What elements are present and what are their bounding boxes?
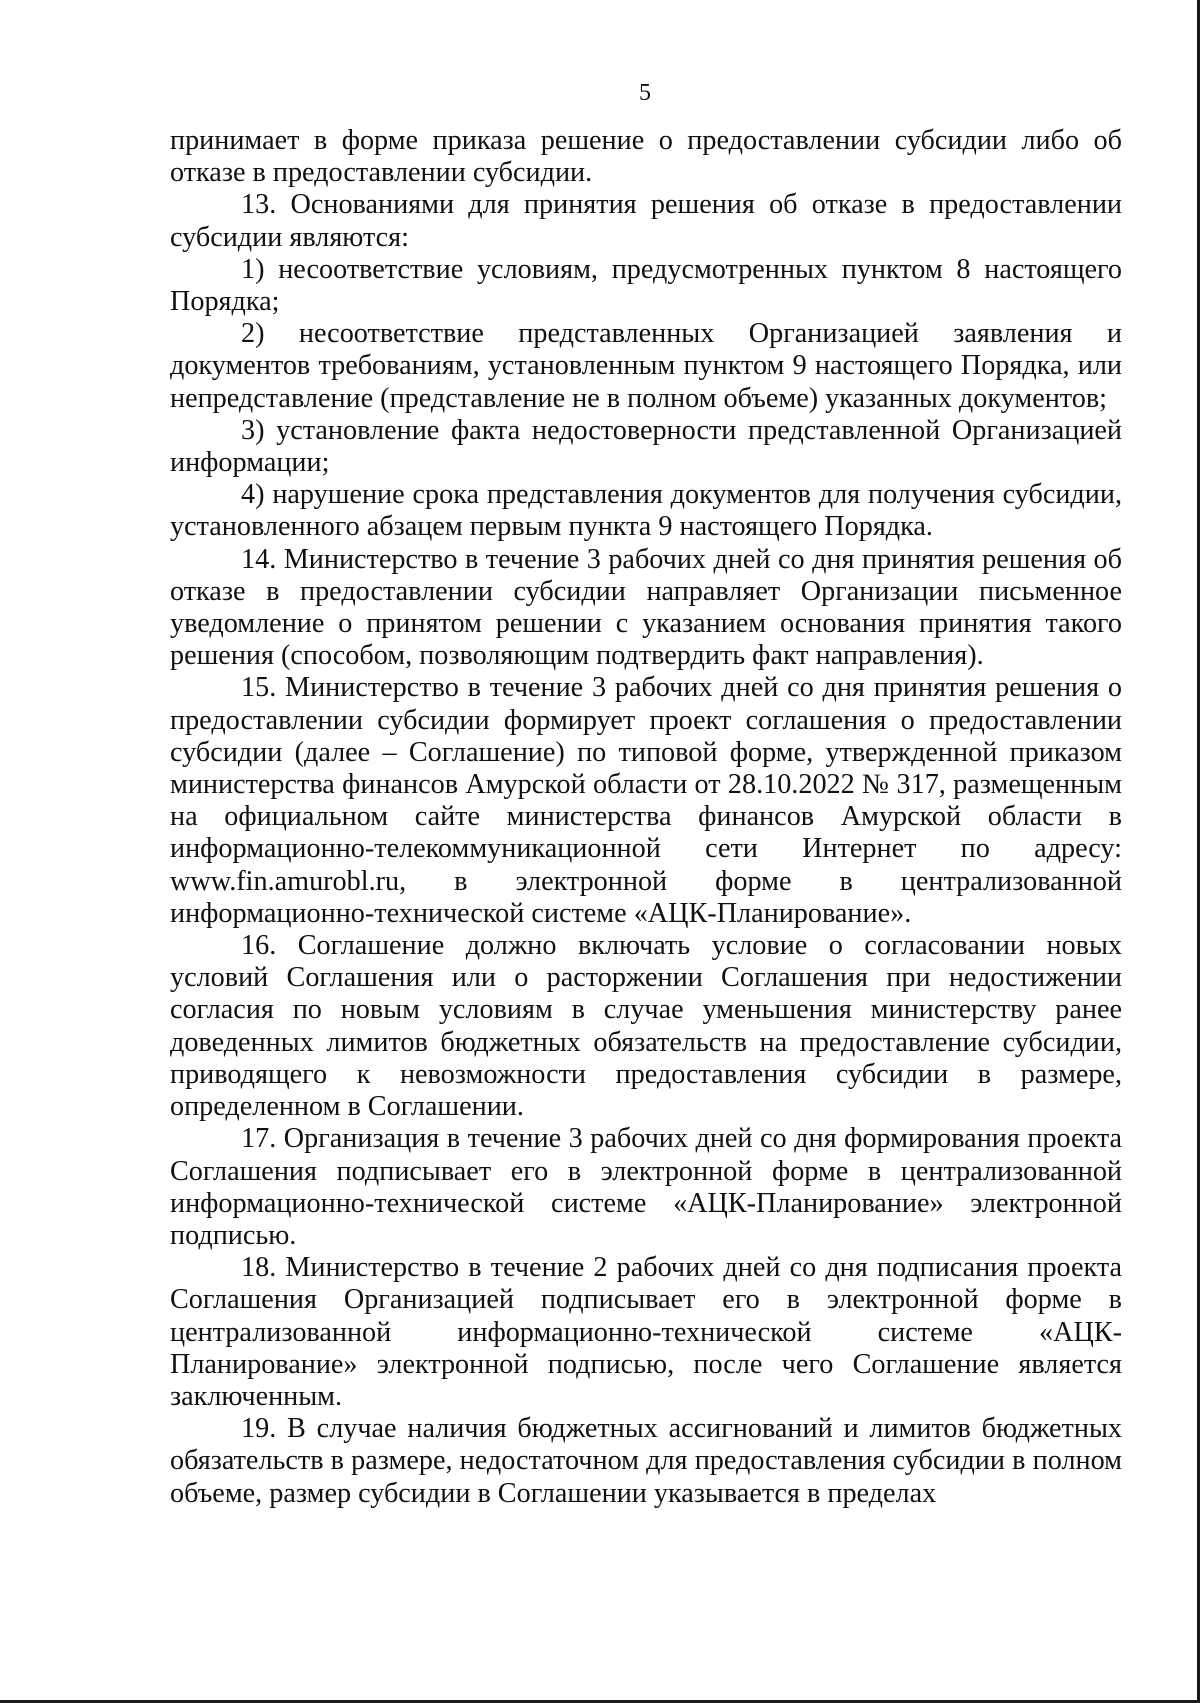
document-body	[170, 125, 1122, 1510]
paragraph-continuation: принимает в форме приказа решение о предоставлении субсидии либо об отказе в предоставлении субсидии.	[170, 125, 1122, 189]
list-item-3: 3) установление факта недостоверности представленной Организацией информации;	[170, 414, 1122, 479]
paragraph-17: 17. Организация в течение 3 рабочих дней со дня формирования проекта Соглашения подписывает его в электронной форме в централизованной информационно-технической системе «АЦК-Планирование» электронной подписью.	[170, 1123, 1122, 1251]
list-item-2: 2) несоответствие представленных Организацией заявления и документов требованиям, установленным пунктом 9 настоящего Порядка, или непредставление (представление не в полном объеме) указанных документов;	[170, 318, 1122, 414]
list-item-1: 1) несоответствие условиям, предусмотренных пунктом 8 настоящего Порядка;	[170, 253, 1122, 318]
paragraph-18: 18. Министерство в течение 2 рабочих дней со дня подписания проекта Соглашения Организацией подписывает его в электронной форме в централизованной информационно-технической системе «АЦК-Планирование» электронной подписью, после чего Соглашение является заключенным.	[170, 1252, 1122, 1412]
paragraph-15: 15. Министерство в течение 3 рабочих дней со дня принятия решения о предоставлении субсидии формирует проект соглашения о предоставлении субсидии (далее – Соглашение) по типовой форме, утвержденной приказом министерства финансов Амурской области от 28.10.2022 № 317, размещенным на официальном сайте министерства финансов Амурской области в информационно-телекоммуникационной сети Интернет по адресу: www.fin.amurobl.ru, в электронной форме в централизованной информационно-технической системе «АЦК-Планирование».	[170, 672, 1122, 929]
page-number: 5	[639, 80, 651, 106]
list-item-4: 4) нарушение срока представления документов для получения субсидии, установленного абзацем первым пункта 9 настоящего Порядка.	[170, 479, 1122, 543]
paragraph-13: 13. Основаниями для принятия решения об отказе в предоставлении субсидии являются:	[170, 189, 1122, 253]
paragraph-14: 14. Министерство в течение 3 рабочих дней со дня принятия решения об отказе в предоставлении субсидии направляет Организации письменное уведомление о принятом решении с указанием основания принятия такого решения (способом, позволяющим подтвердить факт направления).	[170, 543, 1122, 672]
paragraph-19: 19. В случае наличия бюджетных ассигнований и лимитов бюджетных обязательств в размере, недостаточном для предоставления субсидии в полном объеме, размер субсидии в Соглашении указывается в пределах	[170, 1413, 1122, 1509]
paragraph-16: 16. Соглашение должно включать условие о согласовании новых условий Соглашения или о расторжении Соглашения при недостижении согласия по новым условиям в случае уменьшения министерству ранее доведенных лимитов бюджетных обязательств на предоставление субсидии, приводящего к невозможности предоставления субсидии в размере, определенном в Соглашении.	[170, 930, 1122, 1123]
